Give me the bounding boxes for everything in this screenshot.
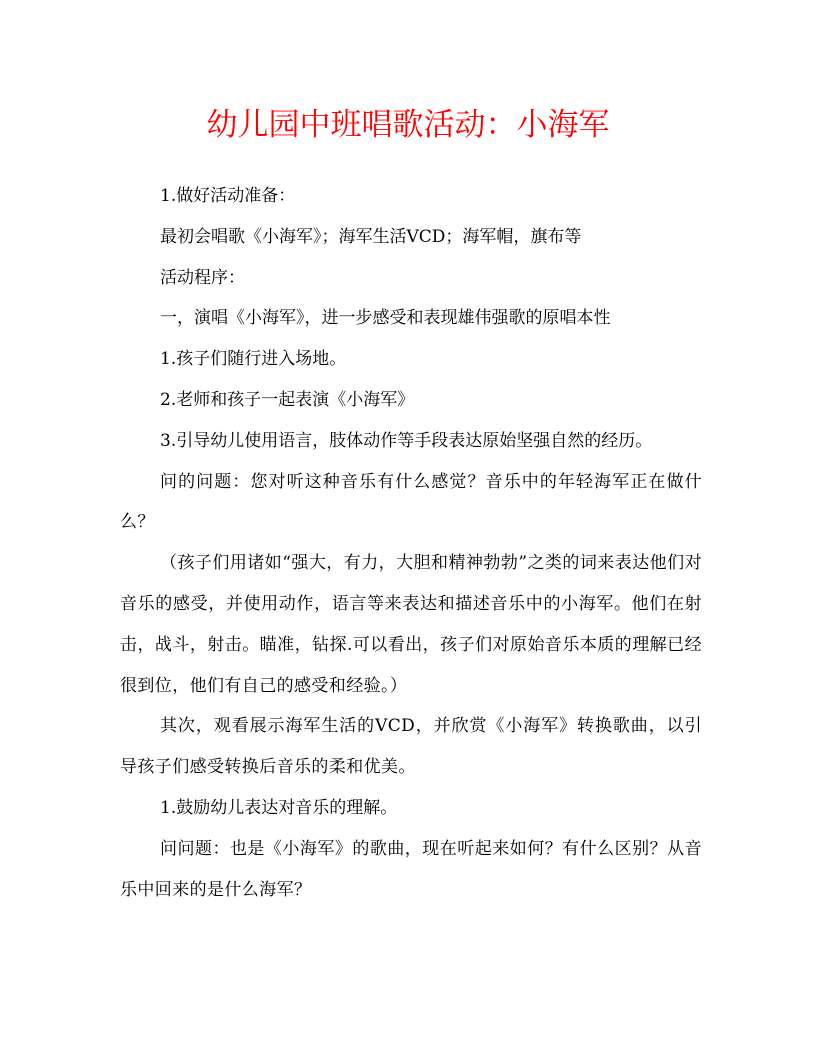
paragraph-watch-vcd: 其次，观看展示海军生活的VCD，并欣赏《小海军》转换歌曲，以引导孩子们感受转换后音乐的柔和优美。 <box>120 716 702 778</box>
document-body <box>120 176 702 910</box>
paragraph-question-two: 问问题：也是《小海军》的歌曲，现在听起来如何？有什么区别？从音乐中回来的是什么海军？ <box>120 838 702 900</box>
document-title: 幼儿园中班唱歌活动：小海军 <box>206 107 610 143</box>
paragraph-procedure-heading: 活动程序： <box>160 267 245 288</box>
paragraph-children-response: （孩子们用诸如“强大，有力，大胆和精神勃勃”之类的词来表达他们对音乐的感受，并使用动作，语言等来表达和描述音乐中的小海军。他们在射击，战斗，射击。瞄准，钻探.可以看出，孩子们对原始音乐本质的理解已经很到位，他们有自己的感受和经验。） <box>120 553 702 696</box>
paragraph-enter-venue: 1.孩子们随行进入场地。 <box>160 349 347 370</box>
paragraph-guide-expression: 3.引导幼儿使用语言，肢体动作等手段表达原始坚强自然的经历。 <box>160 430 653 451</box>
paragraph-perform-together: 2.老师和孩子一起表演《小海军》 <box>160 389 415 410</box>
paragraph-encourage-understanding: 1.鼓励幼儿表达对音乐的理解。 <box>160 797 398 818</box>
paragraph-step-one: 一，演唱《小海军》，进一步感受和表现雄伟强歌的原唱本性 <box>160 308 611 329</box>
paragraph-materials: 最初会唱歌《小海军》；海军生活VCD；海军帽，旗布等 <box>160 226 582 247</box>
paragraph-preparation-heading: 1.做好活动准备： <box>160 186 296 206</box>
paragraph-question-one: 问的问题：您对听这种音乐有什么感觉？音乐中的年轻海军正在做什么？ <box>120 471 702 533</box>
